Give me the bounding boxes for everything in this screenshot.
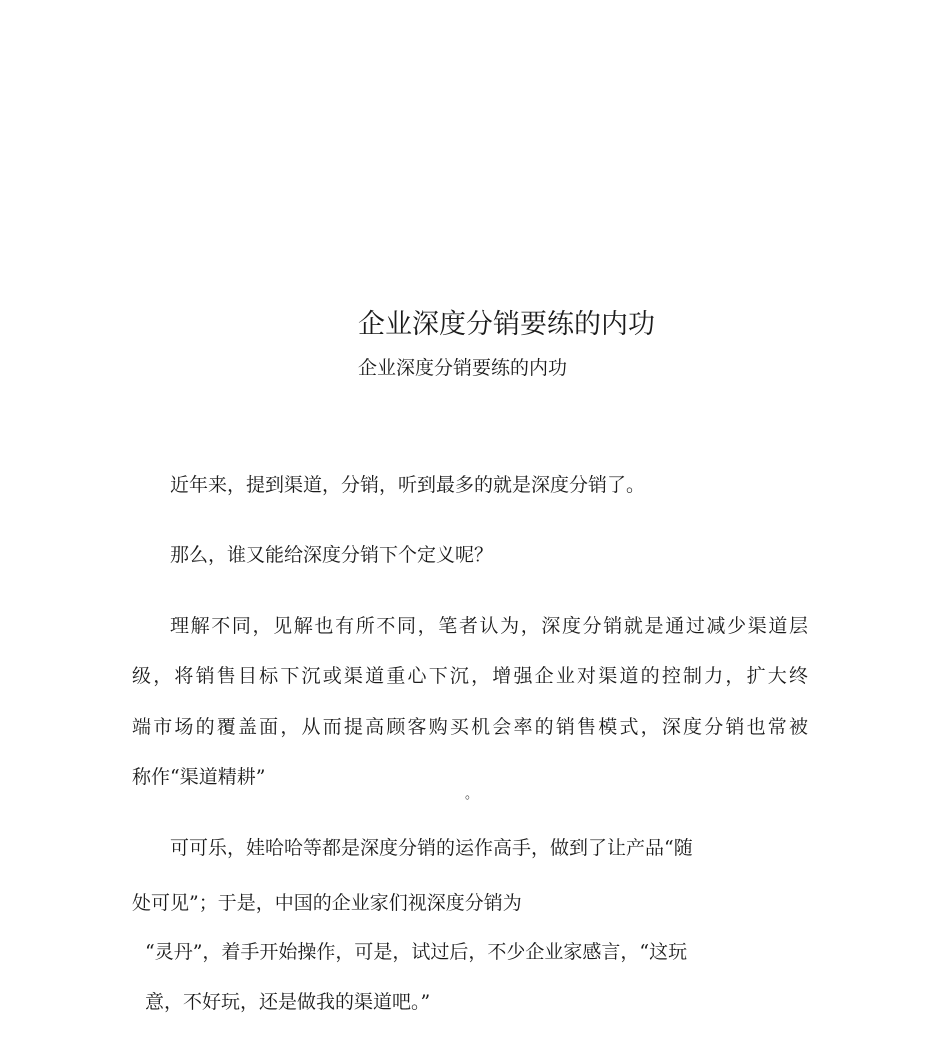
paragraph-1: 近年来，提到渠道，分销，听到最多的就是深度分销了。 — [170, 474, 646, 496]
paragraph-4-line-1: 可可乐，娃哈哈等都是深度分销的运作高手，做到了让产品“随 — [170, 837, 693, 859]
paragraph-3-period: 。 — [465, 787, 479, 802]
paragraph-3-line-4: 称作“渠道精耕” — [132, 766, 266, 788]
document-subtitle: 企业深度分销要练的内功 — [358, 357, 568, 379]
paragraph-4-line-2: 处可见”；于是，中国的企业家们视深度分销为 — [132, 892, 522, 914]
paragraph-3-line-1: 理解不同，见解也有所不同，笔者认为，深度分销就是通过减少渠道层 — [170, 615, 808, 637]
paragraph-3-line-2: 级，将销售目标下沉或渠道重心下沉，增强企业对渠道的控制力，扩大终 — [132, 665, 808, 687]
document-title: 企业深度分销要练的内功 — [358, 309, 655, 340]
paragraph-4-line-3: “灵丹”，着手开始操作，可是，试过后，不少企业家感言，“这玩 — [145, 941, 688, 963]
paragraph-4-line-4: 意，不好玩，还是做我的渠道吧。” — [145, 991, 431, 1013]
paragraph-2: 那么，谁又能给深度分销下个定义呢？ — [170, 544, 494, 566]
paragraph-3-line-3: 端市场的覆盖面，从而提高顾客购买机会率的销售模式，深度分销也常被 — [132, 716, 808, 738]
